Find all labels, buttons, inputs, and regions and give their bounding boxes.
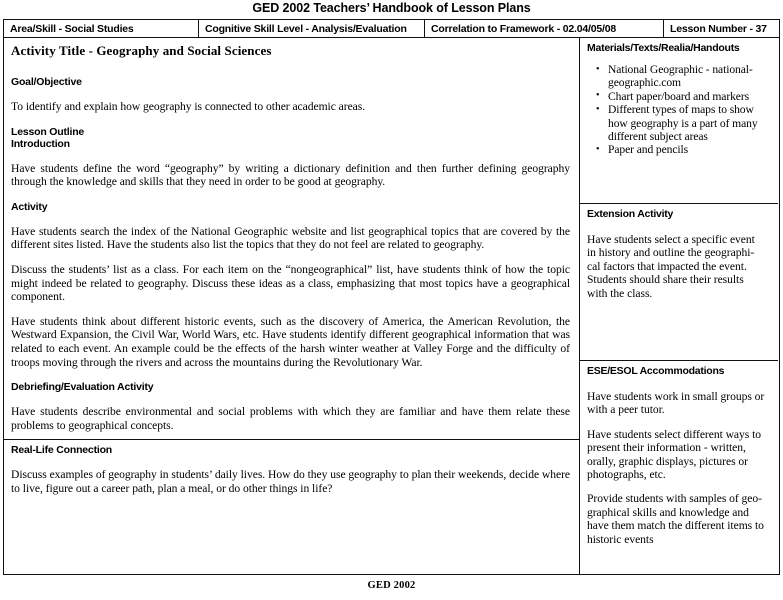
ese-esol-accommodations-body (587, 379, 775, 546)
materials-item-line: Chart paper/board and markers (608, 89, 749, 103)
materials-item-line: National Geographic - national- (608, 63, 753, 76)
ese-esol-line: Have students select different ways to (587, 427, 761, 441)
materials-item-line: different subject areas (608, 130, 708, 144)
extension-activity-line: cal factors that impacted the event. (587, 259, 747, 273)
materials-panel (580, 38, 778, 203)
header-cell-cognitive-skill-level: Cognitive Skill Level - Analysis/Evaluation (198, 20, 424, 37)
header-cell-lesson-number: Lesson Number - 37 (663, 20, 778, 37)
extension-activity-line: in history and outline the geographi- (587, 246, 755, 260)
real-life-connection-section (4, 439, 579, 575)
ese-esol-line: graphical skills and knowledge and (587, 505, 749, 519)
materials-item-line: how geography is a part of many (608, 116, 758, 130)
body-frame (3, 38, 780, 575)
real-life-connection-heading: Real-Life Connection (11, 444, 113, 456)
extension-activity-line: with the class. (587, 286, 653, 300)
activity-title: Activity Title - Geography and Social Sciences (11, 43, 272, 58)
materials-item-line: Paper and pencils (608, 143, 689, 157)
goal-objective-text: To identify and explain how geography is connected to other academic areas. (11, 100, 366, 113)
header-info-row (3, 19, 780, 38)
goal-objective-heading: Goal/Objective (11, 76, 82, 88)
activity-heading: Activity (11, 200, 48, 213)
materials-panel-heading: Materials/Texts/Realia/Handouts (587, 42, 740, 54)
introduction-text: Have students define the word “geography” by writing a dictionary definition and then further defining geography through the knowledge and skills that they need in order to be good at geography. (11, 161, 570, 189)
ese-esol-accommodations-panel (580, 360, 778, 575)
materials-item-line: geographic.com (608, 76, 681, 90)
real-life-connection-text: Discuss examples of geography in students’ daily lives. How do they use geography to plan their weekends, decide where to live, figure out a career path, plan a meal, or do other things in life? (11, 468, 570, 495)
materials-list (587, 63, 775, 157)
ese-esol-accommodations-heading: ESE/ESOL Accommodations (587, 365, 725, 377)
extension-activity-heading: Extension Activity (587, 208, 674, 220)
ese-esol-line: photographs, etc. (587, 468, 666, 482)
activity-paragraph-2: Discuss the students’ list as a class. For each item on the “nongeographical” list, have students think of how the topic might indeed be related to geography. Discuss these ideas as a class, emphasizing that most topics have a geographical component. (11, 262, 570, 304)
ese-esol-line: present their information - written, (587, 441, 746, 455)
lesson-outline-heading: Lesson Outline (11, 125, 85, 138)
extension-activity-line: Students should share their results (587, 273, 744, 287)
ese-esol-line: with a peer tutor. (587, 403, 665, 417)
ese-esol-line: Provide students with samples of geo- (587, 492, 762, 506)
introduction-heading: Introduction (11, 137, 70, 150)
page-footer: GED 2002 (367, 580, 416, 591)
running-head: GED 2002 Teachers’ Handbook of Lesson Plans (252, 1, 531, 15)
activity-paragraph-1: Have students search the index of the National Geographic website and list geographical topics that are covered by the different sites listed. Have the students also list the topics that they do not feel are related to geography. (11, 224, 570, 252)
ese-esol-line: orally, graphic displays, pictures or (587, 454, 748, 468)
extension-activity-body (587, 222, 775, 300)
list-item (608, 143, 775, 156)
main-content-column (4, 38, 579, 574)
debriefing-evaluation-heading: Debriefing/Evaluation Activity (11, 381, 154, 394)
list-item (608, 63, 775, 90)
list-item (608, 103, 775, 143)
lesson-body-section (4, 38, 579, 439)
list-item (608, 90, 775, 103)
extension-activity-line: Have students select a specific event (587, 233, 755, 246)
sidebar-column (579, 38, 778, 574)
debriefing-evaluation-text: Have students describe environmental and social problems with which they are familiar and have them relate these problems to geographical concepts. (11, 405, 570, 432)
activity-paragraph-3: Have students think about different historic events, such as the discovery of America, the American Revolution, the Westward Expansion, the Civil War, World Wars, etc. Have students identify different geographical information that was related to each event. An example could be the effects of the harsh winter weather at Valley Forge and the difficulty of troops moving through the rivers and across the mountains during the Revolutionary War. (11, 314, 570, 369)
ese-esol-line: have them match the different items to (587, 519, 764, 533)
header-cell-area-skill: Area/Skill - Social Studies (10, 22, 134, 35)
header-cell-correlation-to-framework: Correlation to Framework - 02.04/05/08 (424, 20, 663, 37)
ese-esol-line: Have students work in small groups or (587, 390, 765, 403)
extension-activity-panel (580, 203, 778, 360)
materials-item-line: Different types of maps to show (608, 103, 754, 117)
ese-esol-line: historic events (587, 532, 654, 546)
